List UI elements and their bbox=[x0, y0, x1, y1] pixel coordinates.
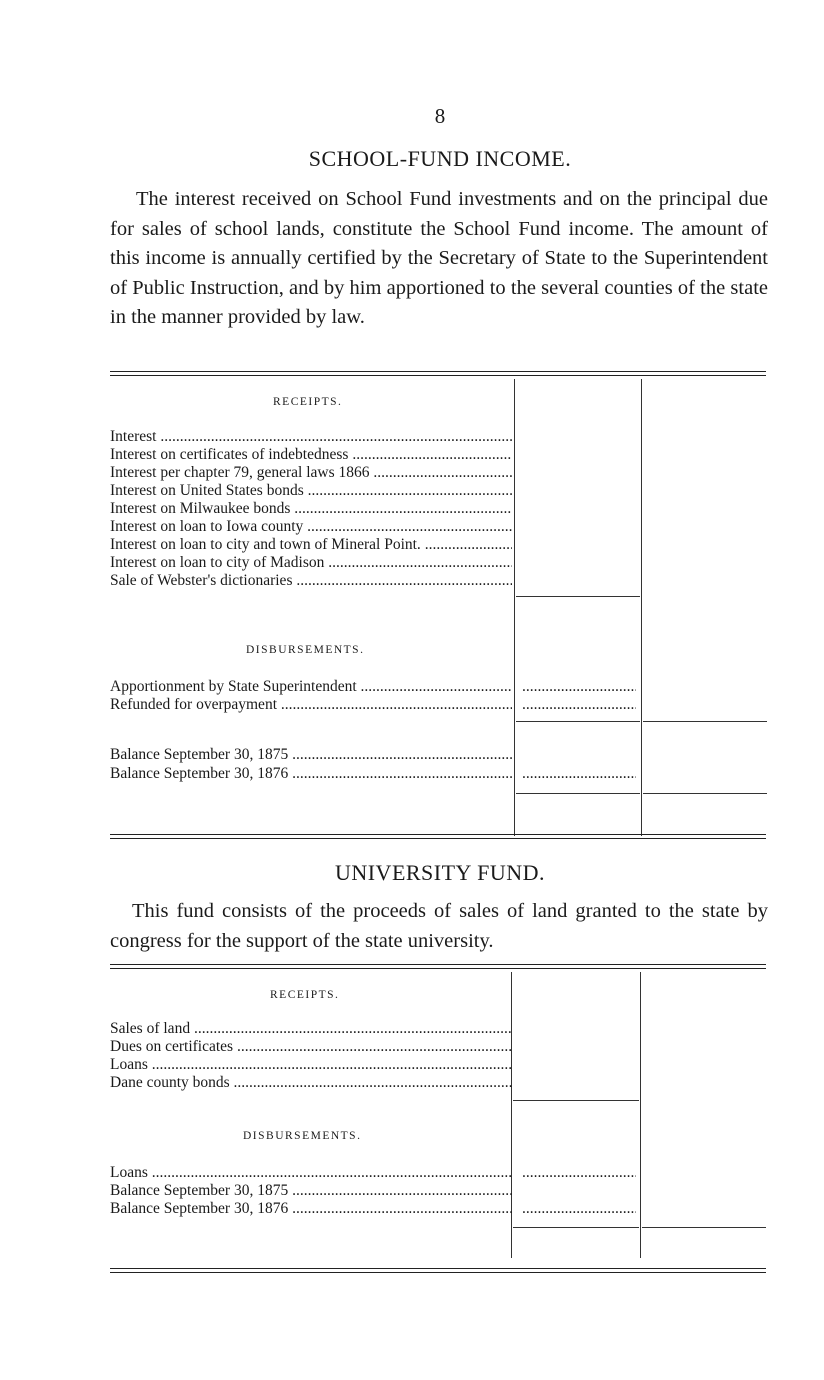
university-fund-title: UNIVERSITY FUND. bbox=[334, 860, 546, 885]
column-divider bbox=[514, 379, 515, 836]
table-bottom-rule bbox=[110, 1268, 766, 1273]
grand-total-rule bbox=[643, 793, 767, 794]
table-top-rule bbox=[110, 371, 766, 376]
university-fund-intro: This fund consists of the proceeds of sales of land granted to the state by congress for the support of the state university. bbox=[110, 900, 768, 952]
row-label: Loans ..... bbox=[110, 1164, 512, 1182]
row-label: Dues on certificates ..... bbox=[110, 1038, 512, 1056]
leader-dots bbox=[522, 678, 636, 696]
subtotal-rule bbox=[516, 721, 640, 722]
table-bottom-rule bbox=[110, 834, 766, 839]
total-rule bbox=[516, 596, 640, 597]
grand-total-rule bbox=[516, 793, 640, 794]
column-divider bbox=[641, 379, 642, 836]
row-label: Interest on loan to city of Madison ..... bbox=[110, 554, 512, 572]
leader-dots bbox=[522, 1164, 636, 1182]
row-label: Balance September 30, 1875 ..... bbox=[110, 1182, 512, 1200]
row-label: Interest per chapter 79, general laws 1866 ..... bbox=[110, 464, 512, 482]
row-label: Interest on loan to city and town of Mineral Point. ..... bbox=[110, 536, 512, 554]
leader-dots bbox=[522, 696, 636, 714]
row-label: Loans ..... bbox=[110, 1056, 512, 1074]
grand-total-rule bbox=[642, 1227, 766, 1228]
page-number: 8 bbox=[434, 104, 446, 128]
row-label: Balance September 30, 1875 ..... bbox=[110, 746, 512, 764]
grand-total-rule bbox=[513, 1227, 639, 1228]
row-label: Sale of Webster's dictionaries ..... bbox=[110, 572, 512, 590]
row-label: Interest ..... bbox=[110, 428, 512, 446]
row-label: Apportionment by State Superintendent ..... bbox=[110, 678, 512, 696]
disbursements-heading: DISBURSEMENTS. bbox=[243, 1130, 362, 1142]
school-fund-intro: The interest received on School Fund investments and on the principal due for sales of school lands, constitute the School Fund income. The amount of this income is annually certified by the Secretary of State to the Superintendent of Public Instruction, and by him apportioned to the several counties of the state in the manner provided by law. bbox=[110, 188, 768, 328]
column-divider bbox=[640, 972, 641, 1258]
disbursements-heading: DISBURSEMENTS. bbox=[246, 644, 365, 656]
row-label: Interest on loan to Iowa county ..... bbox=[110, 518, 512, 536]
leader-dots bbox=[522, 1200, 636, 1218]
receipts-heading: RECEIPTS. bbox=[270, 989, 340, 1001]
row-label: Sales of land ..... bbox=[110, 1020, 512, 1038]
row-label: Dane county bonds ..... bbox=[110, 1074, 512, 1092]
row-label: Refunded for overpayment ..... bbox=[110, 696, 512, 714]
total-rule bbox=[513, 1100, 639, 1101]
row-label: Interest on Milwaukee bonds ..... bbox=[110, 500, 512, 518]
school-fund-title: SCHOOL-FUND INCOME. bbox=[308, 146, 572, 171]
row-label: Interest on United States bonds ..... bbox=[110, 482, 512, 500]
row-label: Interest on certificates of indebtedness ..... bbox=[110, 446, 512, 464]
leader-dots bbox=[522, 765, 636, 783]
receipts-heading: RECEIPTS. bbox=[273, 396, 343, 408]
row-label: Balance September 30, 1876 ..... bbox=[110, 765, 512, 783]
subtotal-rule bbox=[643, 721, 767, 722]
row-label: Balance September 30, 1876 ..... bbox=[110, 1200, 512, 1218]
table-top-rule bbox=[110, 964, 766, 969]
